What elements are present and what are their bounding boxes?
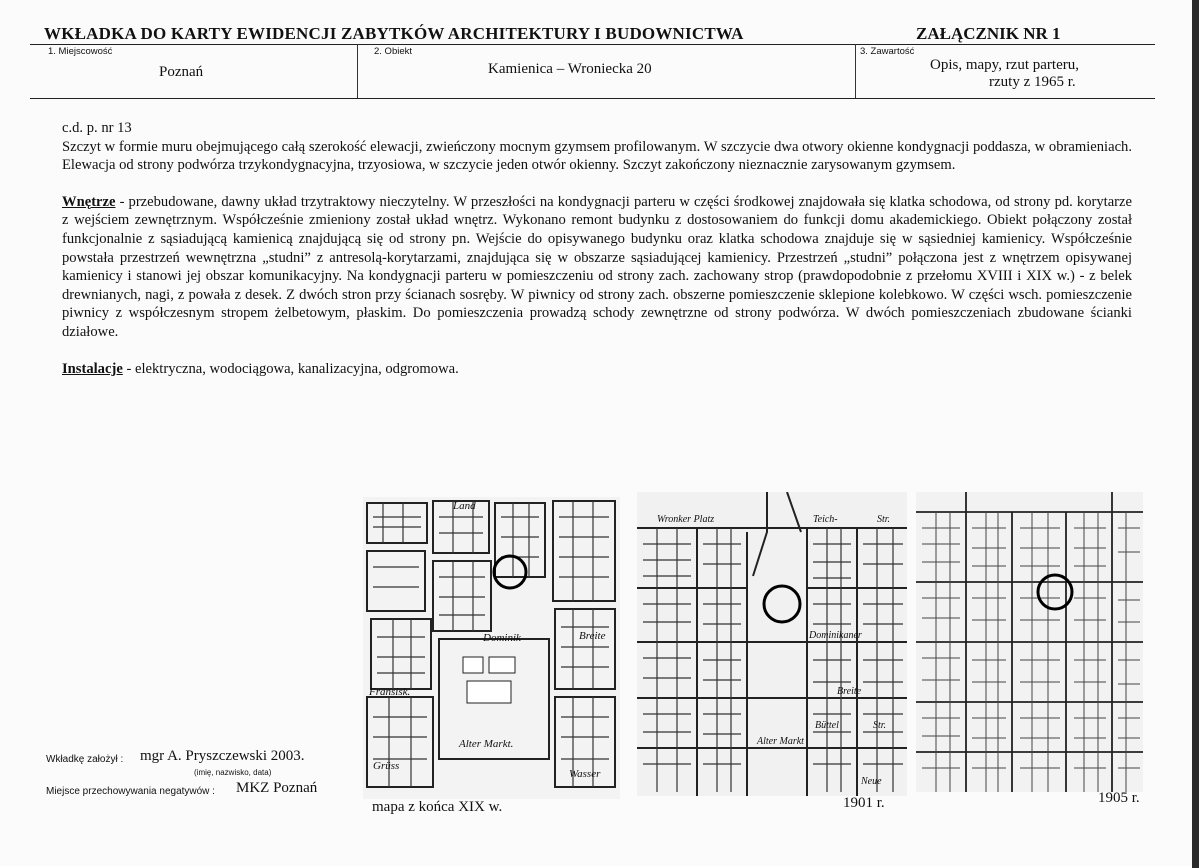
storage-value: MKZ Poznań [236, 780, 318, 796]
object-label: 2. Obiekt [374, 46, 413, 57]
map1-label-wasser: Wasser [569, 768, 601, 780]
map1-label-gruss: Grüss [373, 760, 400, 772]
map1-label-breite: Breite [579, 630, 606, 642]
interior-paragraph [62, 193, 1132, 342]
locality-value: Poznań [159, 64, 204, 80]
storage-label: Miejsce przechowywania negatywów : [46, 786, 215, 797]
header-rule-bottom [30, 98, 1155, 99]
map1-caption: mapa z końca XIX w. [372, 799, 503, 815]
header-rule-top [30, 44, 1155, 45]
content-value-line1: Opis, mapy, rzut parteru, [930, 57, 1079, 73]
object-value: Kamienica – Wroniecka 20 [488, 61, 652, 77]
map-1905-drawing [916, 492, 1143, 792]
scan-edge [1192, 0, 1199, 868]
installations-heading: Instalacje [62, 360, 123, 377]
map-1905 [916, 492, 1143, 792]
header-divider-1 [357, 44, 358, 98]
map-1901-drawing [637, 492, 907, 796]
map-19th-century-drawing [363, 497, 620, 799]
map2-label-str-1: Str. [877, 514, 891, 525]
map2-label-neue: Neue [861, 776, 882, 787]
map2-label-wronker-platz: Wronker Platz [657, 514, 715, 525]
author-label: Wkładkę założył : [46, 754, 124, 765]
locality-label: 1. Miejscowość [48, 46, 113, 57]
author-value: mgr A. Pryszczewski 2003. [140, 748, 305, 764]
map1-label-land: Land [453, 500, 476, 512]
header-divider-2 [855, 44, 856, 98]
map2-label-alter-markt: Alter Markt [757, 736, 804, 747]
gable-paragraph: Szczyt w formie muru obejmującego całą szerokość elewacji, zwieńczony mocnym gzymsem profilowanym. W szczycie dwa otwory okienne kondygnacji poddasza, w obramieniach. Elewacja od strony podwórza trzykondygnacyjna, trzyosiowa, w szczycie jeden otwór okienny. Szczyt zakończony nieznacznie zarysowanym gzymsem. [62, 138, 1132, 174]
map1-label-alter-markt: Alter Markt. [459, 738, 514, 750]
map-1901 [637, 492, 907, 796]
map2-label-str-2: Str. [873, 720, 887, 731]
installations-text: - elektryczna, wodociągowa, kanalizacyjna, odgromowa. [122, 360, 459, 377]
content-value-line2: rzuty z 1965 r. [989, 74, 1076, 90]
annex-number: ZAŁĄCZNIK NR 1 [916, 24, 1061, 43]
map2-label-teich: Teich- [813, 514, 838, 525]
map2-label-breite: Breite [837, 686, 862, 697]
map1-label-dominik: Dominik [483, 632, 521, 644]
card-title: WKŁADKA DO KARTY EWIDENCJI ZABYTKÓW ARCHITEKTURY I BUDOWNICTWA [44, 24, 744, 43]
map2-label-dominikaner: Dominikaner [809, 630, 862, 641]
map3-caption: 1905 r. [1098, 790, 1140, 806]
continuation-note: c.d. p. nr 13 [62, 120, 132, 136]
map2-label-buttel: Büttel [815, 720, 839, 731]
content-label: 3. Zawartość [860, 46, 915, 57]
description-body [62, 119, 1132, 378]
map2-caption: 1901 r. [843, 795, 885, 811]
map1-label-fransisk: Fransisk. [369, 686, 411, 698]
interior-heading: Wnętrze [62, 193, 116, 210]
map-19th-century [363, 497, 620, 799]
interior-text: - przebudowane, dawny układ trzytraktowy nieczytelny. W przeszłości na kondygnacji parteru w części środkowej znajdowała się klatka schodowa, od strony pd. korytarze z wejściem zewnętrznym. Współcześnie zmieniony został układ wnętrz. Wykonano remont budynku z dostosowaniem do funkcji domu akademickiego. Obiekt połączony został funkcjonalnie z sąsiadującą kamienicą znajdującą się od strony pn. Wejście do opisywanego budynku oraz klatka schodowa znajduje się w sąsiedniej kamienicy. Współcześnie powstała przestrzeń wewnętrzna „studni” z antresolą-korytarzami, znajdująca się w obszarze sąsiadującej kamienicy. Przestrzeń „studni” połączona jest z wnętrzem opisywanej kamienicy i stanowi jej obszar komunikacyjny. Na kondygnacji parteru w pomieszczeniu od strony zach. zachowany strop (prawdopodobnie z przełomu XVIII i XIX w.) - z belek drewnianych, nagi, z powała z desek. Z dwóch stron przy ścianach sosręby. W piwnicy od strony zach. obszerne pomieszczenie sklepione kolebkowo. W części wsch. pomieszczenie piwnicy z współczesnym stropem żelbetowym, płaskim. Do pomieszczenia prowadzą schody zewnętrzne od strony podwórza. W dwóch pomieszczeniach zbudowane ścianki działowe. [62, 193, 1132, 340]
author-hint: (imię, nazwisko, data) [194, 768, 272, 777]
installations-paragraph [62, 360, 1132, 379]
